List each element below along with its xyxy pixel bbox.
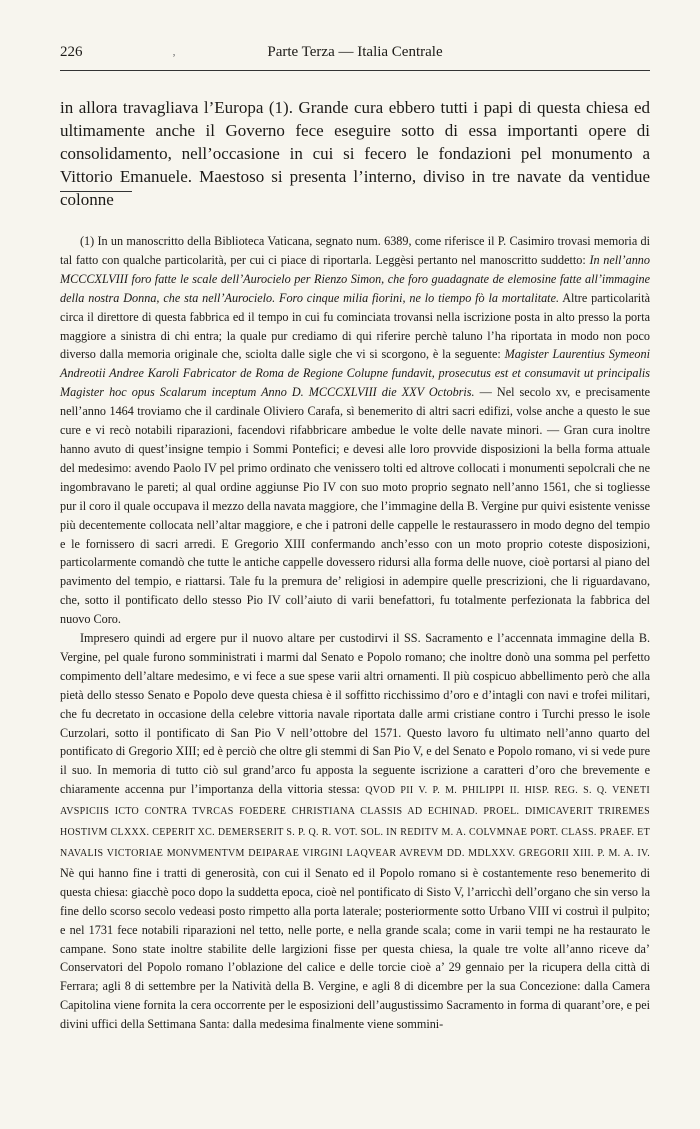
page-header (60, 44, 650, 68)
footnotes-block (60, 232, 650, 1034)
footnote-text: — Nel secolo xv, e precisamente nell’anno 1464 troviamo che il cardinale Oliviero Carafa, sì benemerito di altri sacri edifizi, volse anche a questo le sue cure e vi recò notabili riparazioni, facendovi rifabbricare ambedue le volte delle navate minori. — Gran cura inoltre hanno avuto di quest’insigne tempio i Sommi Pontefici; e devesi alle loro provvide disposizioni la bella forma attuale del medesimo: avendo Paolo IV pel primo ordinato che venissero tolti ed altrove collocati i monumenti sepolcrali che ne ingombravano le pareti; al qual ordine aggiunse Pio IV con suo moto proprio segnato nell’anno 1561, che si togliesse pur il coro il quale occupava il mezzo della navata maggiore, che l’immagine della B. Vergine pur quivi esistente venisse più decentemente collocata nell’altar maggiore, e che i patroni delle cappelle le restaurassero in modo degno del tempio e le fornissero di sacri arredi. E Gregorio XIII confermando anch’esso con un moto proprio coteste disposizioni, particolarmente comandò che tutte le antiche cappelle dovessero ridursi alla forma delle nuove, cioè portarsi al piano del pavimento del tempio, e riattarsi. Tale fu la premura de’ religiosi in adempire quelle prescrizioni, che li riguardavano, che, sotto il pontificato dello stesso Pio IV coll’aiuto di varii benefattori, fu totalmente perfezionata la fabbrica del nuovo Coro. (60, 385, 650, 627)
running-title: Parte Terza — Italia Centrale (267, 44, 443, 60)
header-mark: ‚ (172, 44, 176, 58)
page-number: 226 (60, 44, 83, 60)
header-rule (60, 70, 650, 71)
footnote-quote-inscription: Magister Laurentius Symeoni Andreotii Andree Karoli Fabricator de Roma de Regione Colupne fundavit, prosecutus est et consumavit ut principalis Magister hoc opus Scalarum inceptum Anno D. MCCCXLVIII die XXV Octobris. (60, 347, 650, 400)
footnote-text: Nè qui hanno fine i tratti di generosità, con cui il Senato ed il Popolo romano si è costantemente reso benemerito di questa chiesa: giacchè poco dopo la suddetta epoca, cioè nel pontificato di Sisto V, l’arricchì dell’organo che sin verso la fine dello scorso secolo vedeasi posto rimpetto alla porta laterale; posteriormente sotto Urbano VIII vi costruì il pulpito; e nel 1731 fece notabili riparazioni nel tetto, nelle porte, e nella grande scala; come in varii tempi ne ha restaurato le campane. Sono state inoltre stabilite delle largizioni fisse per questa chiesa, la quale tre volte all’anno riceve da’ Conservatori del Popolo romano l’oblazione del calice e delle torcie cioè a’ 29 gennaio per la ricupera della città di Ferrara; agli 8 di settembre per la Natività della B. Vergine, e agli 8 di dicembre per la sua Concezione: dalla Camera Capitolina viene fornita la cera occorrente per le esposizioni dell’augustissimo Sacramento in forma di quarant’ore, e pei divini uffici della Settimana Santa: dalla medesima finalmente viene sommini- (60, 865, 650, 1032)
footnote-quote-manuscript: In nell’anno MCCCXLVIII foro fatte le scale dell’Aurocielo per Rienzo Simon, che foro guadagnate de elemosine fatte all’immagine della nostra Donna, che sta nell’Aurocielo. Foro cinque milia fiorini, ne lo tiempo fò la mortalitate. (60, 252, 650, 305)
main-text-block (60, 96, 650, 211)
footnote-marker: (1) (80, 234, 95, 248)
footnote-text: Impresero quindi ad ergere pur il nuovo altare per custodirvi il SS. Sacramento e l’accennata immagine della B. Vergine, pel quale furono somministrati i marmi dal Senato e Popolo romano; che inoltre donò una somma pel perfetto compimento dell’altare medesimo, e vi fece a sue spese varii altri ornamenti. Il più cospicuo abbellimento però che alla pietà dello stesso Senato e Popolo deve questa chiesa è il soffitto ricchissimo d’oro e d’intagli con navi e trofei militari, che fu decretato in occasione della celebre vittoria navale riportata dalle armi cristiane contro i Turchi presso le isole Curzolari, sotto il pontificato di San Pio V nell’ottobre del 1571. Questo lavoro fu ultimato nell’anno quarto del pontificato di Gregorio XIII; ed è perciò che oltre gli stemmi di San Pio V, e del Senato e Popolo romano, vi si vede pure il suo. In memoria di tutto ciò sul grand’arco fu apposta la seguente iscrizione a caratteri d’oro che brevemente e chiaramente accenna pur l’importanza della vittoria stessa: (60, 631, 650, 797)
footnote-paragraph-1 (60, 232, 650, 629)
victory-inscription: QVOD PII V. P. M. PHILIPPI II. HISP. REG. S. Q. VENETI AVSPICIIS ICTO CONTRA TVRCAS FOEDERE CHRISTIANA CLASSIS AD ECHINAD. PROEL. DIMICAVERIT TRIREMES HOSTIVM CLXXX. CEPERIT XC. DEMERSERIT S. P. Q. R. VOT. SOL. IN REDITV M. A. COLVMNAE PORT. CLASS. PRAEF. ET NAVALIS VICTORIAE MONVMENTVM DEIPARAE VIRGINI LAQVEAR AVREVM DD. MDLXXV. GREGORII XIII. P. M. A. IV. (60, 785, 650, 859)
footnote-text: Altre particolarità circa il direttore di questa fabbrica ed il tempo in cui fu cominciata trovansi nella iscrizione posta in alto presso la porta maggiore a sinistra di chi entra; la quale pur crediamo di qui riferire perchè taluno l’ha riportata in modo non poco diverso dalla memoria originale che, sciolta dalle sigle che vi si scorgono, è la seguente: (60, 290, 650, 362)
footnote-text: In un manoscritto della Biblioteca Vaticana, segnato num. 6389, come riferisce il P. Casimiro trovasi memoria di tal fatto con qualche particolarità, per cui ci piace di riportarla. Leggèsi pertanto nel manoscritto suddetto: (60, 234, 650, 267)
footnote-separator (60, 191, 132, 192)
main-paragraph: in allora travagliava l’Europa (1). Grande cura ebbero tutti i papi di questa chiesa ed ultimamente anche il Governo fece eseguire sotto di essa importanti opere di consolidamento, nell’occasione in cui si fecero le fondazioni pel monumento a Vittorio Emanuele. Maestoso si presenta l’interno, diviso in tre navate da ventidue colonne (60, 98, 650, 209)
footnote-paragraph-2 (60, 629, 650, 1034)
